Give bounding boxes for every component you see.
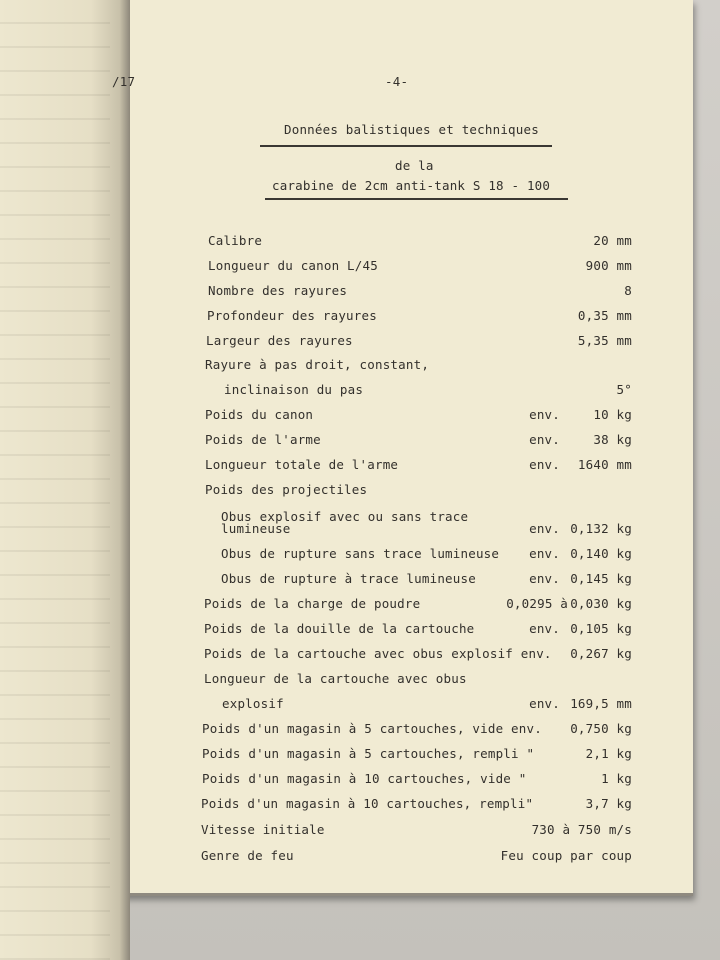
spec-label: explosif — [222, 696, 284, 711]
spec-value: 20 mm — [593, 233, 632, 248]
spec-qualifier: env. — [529, 521, 560, 536]
spec-row — [202, 771, 526, 786]
spec-label: Poids de la charge de poudre — [204, 596, 421, 611]
title-line-3: carabine de 2cm anti-tank S 18 - 100 — [272, 178, 551, 193]
spec-row — [222, 696, 284, 711]
spec-label: Longueur du canon L/45 — [208, 258, 378, 273]
spec-label: Longueur totale de l'arme — [205, 457, 399, 472]
spec-row — [202, 746, 534, 761]
spec-label: Vitesse initiale — [201, 822, 325, 837]
title-underline-1 — [260, 145, 552, 147]
spec-row — [206, 333, 353, 348]
spec-qualifier: env. — [529, 696, 560, 711]
spec-row — [201, 822, 325, 837]
spec-qualifier: env. — [529, 571, 560, 586]
spec-row — [224, 382, 363, 397]
spec-label: inclinaison du pas — [224, 382, 364, 397]
spec-value: 0,750 kg — [570, 721, 632, 736]
spec-row — [205, 407, 313, 422]
spec-value: 0,35 mm — [577, 308, 632, 323]
spec-label: Poids d'un magasin à 5 cartouches, vide env. — [202, 721, 542, 736]
spec-value: 3,7 kg — [585, 796, 632, 811]
spec-row — [204, 646, 552, 661]
spec-row — [221, 521, 291, 536]
spec-row — [202, 721, 542, 736]
spec-value: 5° — [616, 382, 632, 397]
spec-qualifier: env. — [529, 546, 560, 561]
title-underline-2 — [265, 198, 568, 200]
bleed-through-texture — [0, 0, 110, 960]
spec-row — [221, 546, 499, 561]
spec-label: Obus de rupture sans trace lumineuse — [221, 546, 500, 561]
spec-row — [204, 596, 420, 611]
spec-value: 10 kg — [593, 407, 632, 422]
spec-row — [208, 258, 378, 273]
spec-qualifier: env. — [529, 457, 560, 472]
spec-row — [205, 357, 429, 372]
spec-value: 1640 mm — [577, 457, 632, 472]
spec-value: 0,145 kg — [570, 571, 632, 586]
spec-label: Poids de la douille de la cartouche — [204, 621, 475, 636]
spec-row — [207, 308, 377, 323]
spec-label: Profondeur des rayures — [207, 308, 377, 323]
spec-qualifier: env. — [529, 407, 560, 422]
spec-value: 2,1 kg — [585, 746, 632, 761]
spec-value: 730 à 750 m/s — [531, 822, 632, 837]
spec-label: lumineuse — [221, 521, 291, 536]
spec-value: Feu coup par coup — [500, 848, 632, 863]
spec-label: Calibre — [208, 233, 263, 248]
spec-label: Poids de l'arme — [205, 432, 321, 447]
spec-label: Poids des projectiles — [205, 482, 368, 497]
spec-value: 900 mm — [585, 258, 632, 273]
spec-row — [205, 432, 321, 447]
spec-label: Longueur de la cartouche avec obus — [204, 671, 467, 686]
header-left-ref: /17 — [112, 74, 136, 89]
spec-label: Obus de rupture à trace lumineuse — [221, 571, 476, 586]
spec-value: 0,105 kg — [570, 621, 632, 636]
spec-qualifier: env. — [529, 621, 560, 636]
spec-value: 1 kg — [601, 771, 632, 786]
spec-label: Poids d'un magasin à 10 cartouches, vide " — [202, 771, 527, 786]
spec-qualifier: env. — [529, 432, 560, 447]
spec-value: 0,132 kg — [570, 521, 632, 536]
spec-row — [205, 482, 367, 497]
spec-label: Poids du canon — [205, 407, 314, 422]
spec-value: 0,267 kg — [570, 646, 632, 661]
spec-value: 169,5 mm — [570, 696, 632, 711]
spec-label: Poids d'un magasin à 5 cartouches, rempli " — [202, 746, 535, 761]
spec-qualifier: 0,0295 à — [506, 596, 568, 611]
spec-value: 8 — [624, 283, 632, 298]
spec-value: 38 kg — [593, 432, 632, 447]
spec-label: Rayure à pas droit, constant, — [205, 357, 430, 372]
spec-row — [208, 283, 347, 298]
spec-row — [201, 848, 294, 863]
spec-row — [204, 671, 467, 686]
spec-row — [205, 457, 398, 472]
spec-label: Nombre des rayures — [208, 283, 348, 298]
title-line-1: Données balistiques et techniques — [284, 122, 539, 137]
spec-label: Obus explosif avec ou sans trace — [221, 509, 469, 524]
spec-value: 0,140 kg — [570, 546, 632, 561]
spec-row — [201, 796, 533, 811]
spec-label: Largeur des rayures — [206, 333, 353, 348]
page-number: -4- — [385, 74, 409, 89]
spec-row — [208, 233, 262, 248]
spec-row — [204, 621, 474, 636]
spec-value: 0,030 kg — [570, 596, 632, 611]
spec-value: 5,35 mm — [577, 333, 632, 348]
spec-label: Poids d'un magasin à 10 cartouches, rempli" — [201, 796, 534, 811]
spec-label: Genre de feu — [201, 848, 294, 863]
spec-row — [221, 571, 476, 586]
title-line-2: de la — [395, 158, 434, 173]
spec-label: Poids de la cartouche avec obus explosif env. — [204, 646, 552, 661]
